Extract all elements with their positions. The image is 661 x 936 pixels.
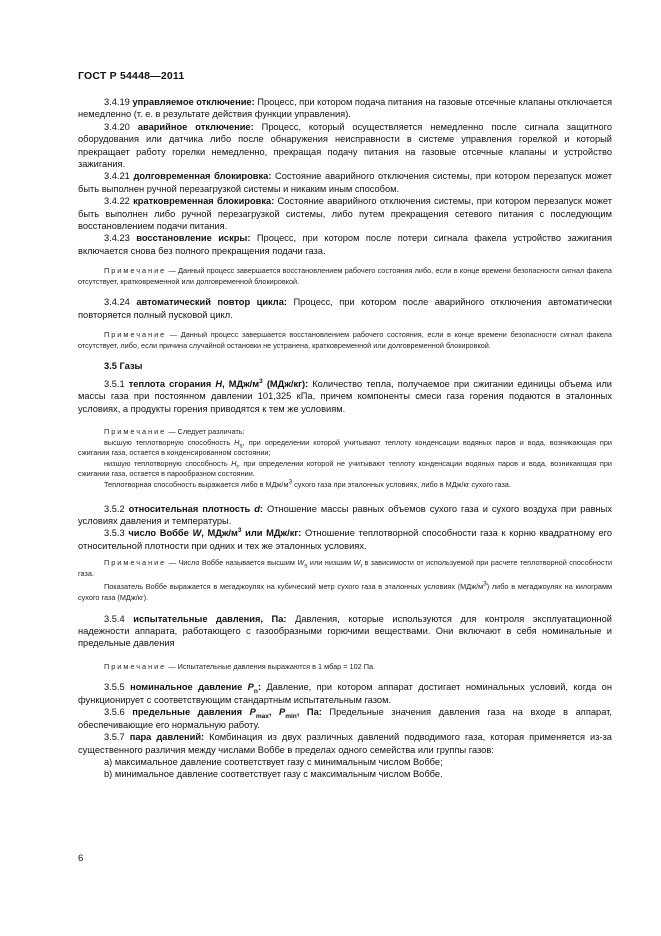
term: автоматический повтор цикла: (136, 297, 287, 308)
definition-3-5-5: 3.5.5 номинальное давление $P_n$: Давление, при котором аппарат достигает номинальных условий, когда он функционирует с соответствующим стандартным испытательным газом. (78, 682, 612, 705)
term: аварийное отключение: (137, 121, 254, 132)
note-2: Примечание — Данный процесс завершается восстановлением рабочего состояния, если в конце времени безопасности сигнал факела отсутствует, либо, если причина случайной остановки не устранена, кратковременной или долговременной блокировкой. (78, 330, 612, 350)
definition-3-5-4: 3.5.4 испытательные давления, Па: Давления, которые используются для контроля эксплуатационной надежности аппарата, работающего с газообразными горючими веществами. Они включают в себя номинальные и предельные давления (78, 613, 612, 649)
note-1: Примечание — Данный процесс завершается восстановлением рабочего состояния либо, если в конце времени безопасности сигнал факела отсутствует, кратковременной или долговременной блокировкой. (78, 266, 612, 286)
note-5: Примечание — Испытательные давления выражаются в 1 мбар = 102 Па. (104, 661, 376, 671)
definition-3-4-21: 3.4.21 долговременная блокировка: Состояние аварийного отключения системы, при котором перезапуск может быть выполнен ручной перезагрузкой системы и никаким иным способом. (78, 171, 613, 194)
section-heading-3-5: 3.5 Газы (104, 361, 143, 372)
definition-3-4-20: 3.4.20 аварийное отключение: Процесс, который осуществляется немедленно после сигнала защитного оборудования или датчика либо после обнаружения неисправности в системе управления горелкой и который прекращает работу горелки немедленно, прекращая подачу питания на газовые отсечные клапаны и устройство зажигания. (78, 121, 612, 170)
document-header: ГОСТ Р 54448—2011 (78, 70, 185, 82)
term: долговременная блокировка: (133, 171, 272, 182)
definition-3-4-19: 3.4.19 управляемое отключение: Процесс, при котором подача питания на газовые отсечные клапаны отключается немедленно (т. е. в результате действия функции управления). (78, 97, 613, 120)
definition-3-5-3: 3.5.3 число Воббе W, МДж/$м^3$ или МДж/кг: Отношение теплотворной способности газа к корню квадратному его относительной плотности при одних и тех же эталонных условиях. (78, 527, 612, 551)
document-body (78, 96, 612, 781)
term: испытательные давления, Па: (133, 613, 287, 624)
term: восстановление искры: (136, 233, 251, 244)
term: пара давлений: (129, 732, 205, 743)
term: кратковременная блокировка: (133, 196, 275, 207)
term: управляемое отключение: (132, 97, 255, 107)
definition-3-5-2: 3.5.2 относительная плотность d: Отношение массы равных объемов сухого газа и сухого воздуха при равных условиях давления и температуры. (78, 503, 612, 527)
note-3: Примечание — Следует различать: высшую теплотворную способность $H_s$, при определении которой учитывают теплоту конденсации водяных паров и вода, возникающая при сжигании газа, остается в конденсированном состоянии; низшую теплотворную способность $H_i$, при определении которой не учитывают теплоту конденсации водяных паров и вода, возникающая при сжигании газа, остается в парообразном состоянии. Теплотворная способность выражается либо в МДж/$м^3$ сухого газа при эталонных условиях, либо в МДж/кг сухого газа. (78, 427, 612, 490)
page-number: 6 (78, 853, 84, 864)
list-item-b: b) минимальное давление соответствует газу с максимальным числом Воббе. (104, 769, 443, 780)
definition-3-5-7: 3.5.7 пара давлений: Комбинация из двух различных давлений подводимого газа, которая применяется из-за существенного различия между числами Воббе в пределах одного семейства или группы газов: (78, 732, 612, 755)
definition-3-5-6: 3.5.6 предельные давления $P_{max}$, $P_{min}$, Па: Предельные значения давления газа на входе в аппарат, обеспечивающие его нормальную работу. (78, 707, 612, 730)
note-4: Примечание — Число Воббе называется высшим $W_s$ или низшим $W_i$ в зависимости от используемой при расчете теплотворной способности газа. Показатель Воббе выражается в мегаджоулях на кубический метр сухого газа в эталонных условиях $(МДж/м^3)$ либо в мегаджоулях на килограмм сухого газа (МДж/кг). (78, 558, 613, 603)
definition-3-5-1: 3.5.1 теплота сгорания H, МДж/$м^3$ (МДж/кг): Количество тепла, получаемое при сжигании единицы объема или массы газа при постоянном давлении 101,325 кПа, причем компоненты смеси газа горения подаются в эталонных условиях, а продукты горения приводятся к тем же условиям. (78, 377, 612, 414)
definition-3-4-22: 3.4.22 кратковременная блокировка: Состояние аварийного отключения системы, при котором перезапуск может быть выполнен либо ручной перезагрузкой системы, либо путем прекращения сетевого питания с последующим восстановлением подачи питания. (78, 196, 612, 232)
list-item-a: a) максимальное давление соответствует газу с минимальным числом Воббе; (104, 756, 443, 767)
definition-3-4-23: 3.4.23 восстановление искры: Процесс, при котором после потери сигнала факела устройство зажигания включается снова без полного прекращения подачи газа. (78, 233, 612, 256)
definition-3-4-24: 3.4.24 автоматический повтор цикла: Процесс, при котором после аварийного отключения автоматически повторяется полный пусковой цикл. (78, 297, 612, 320)
